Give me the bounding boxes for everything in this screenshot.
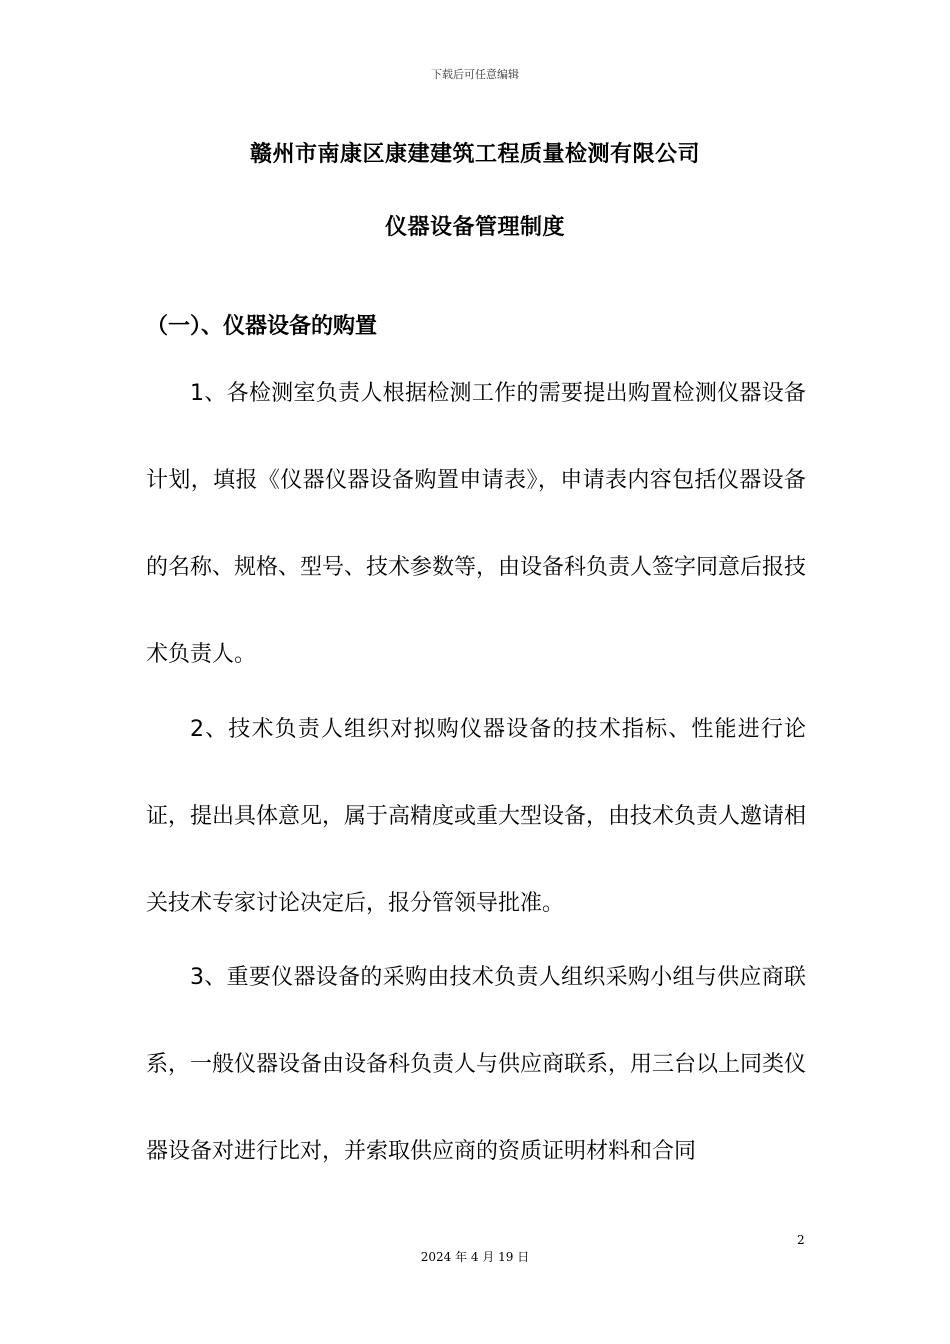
page-header-note: 下载后可任意编辑: [431, 68, 519, 81]
paragraph-2: 2、技术负责人组织对拟购仪器设备的技术指标、性能进行论证，提出具体意见，属于高精度或重大型设备，由技术负责人邀请相关技术专家讨论决定后，报分管领导批准。: [146, 717, 807, 916]
paragraph-1: 1、各检测室负责人根据检测工作的需要提出购置检测仪器设备计划，填报《仪器仪器设备购置申请表》，申请表内容包括仪器设备的名称、规格、型号、技术参数等，由设备科负责人签字同意后报技术负责人。: [146, 381, 807, 667]
section-heading: （一）、仪器设备的购置: [146, 314, 378, 339]
footer-date: 2024 年 4 月 19 日: [420, 1250, 530, 1264]
document-subtitle: 仪器设备管理制度: [384, 215, 565, 240]
document-title: 赣州市南康区康建建筑工程质量检测有限公司: [249, 142, 700, 167]
paragraph-3: 3、重要仪器设备的采购由技术负责人组织采购小组与供应商联系，一般仪器设备由设备科负责人与供应商联系，用三台以上同类仪器设备对进行比对，并索取供应商的资质证明材料和合同: [146, 965, 807, 1164]
page-number: 2: [797, 1233, 805, 1247]
